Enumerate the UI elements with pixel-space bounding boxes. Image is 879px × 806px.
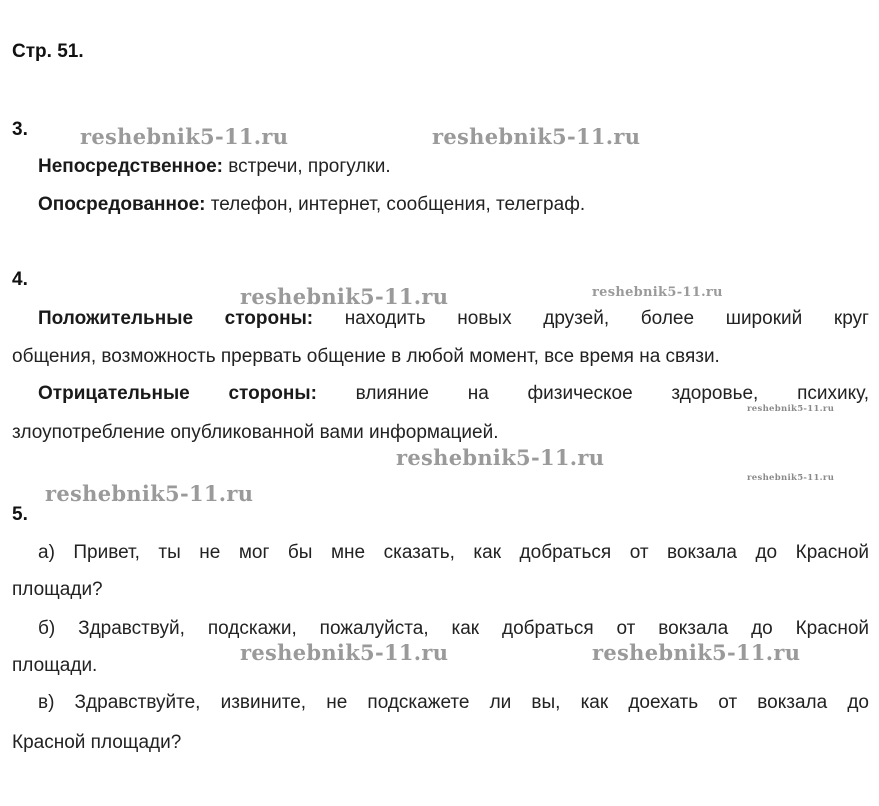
task4-positive-label: Положительные стороны: (38, 308, 314, 329)
watermark: reshebnik5-11.ru (240, 640, 449, 665)
watermark: reshebnik5-11.ru (592, 285, 723, 300)
watermark: reshebnik5-11.ru (432, 124, 641, 149)
task4-negative-text-1: влияние на физическое здоровье, психику, (316, 383, 869, 404)
task-number-5: 5. (12, 504, 28, 525)
task3-direct-text: встречи, прогулки. (223, 156, 391, 177)
watermark: reshebnik5-11.ru (45, 481, 254, 506)
task4-negative-line-2: злоупотребление опубликованной вами информацией. (12, 422, 499, 443)
watermark: reshebnik5-11.ru (592, 640, 801, 665)
task3-direct-line (38, 155, 391, 179)
task-number-3: 3. (12, 119, 28, 140)
task5-a-line-2: площади? (12, 579, 103, 600)
watermark: reshebnik5-11.ru (747, 473, 835, 483)
task5-c-line-1: в) Здравствуйте, извините, не подскажете ли вы, как доехать от вокзала до (38, 692, 869, 713)
task5-c-line-2: Красной площади? (12, 732, 182, 753)
task3-mediated-text: телефон, интернет, сообщения, телеграф. (205, 194, 586, 215)
task4-positive-text-1: находить новых друзей, более широкий круг (313, 308, 869, 329)
task3-mediated-label: Опосредованное: (38, 194, 206, 215)
watermark: reshebnik5-11.ru (240, 284, 449, 309)
task-number-4: 4. (12, 269, 28, 290)
task3-mediated-line (38, 193, 585, 217)
task5-a-line-1: а) Привет, ты не мог бы мне сказать, как добраться от вокзала до Красной (38, 542, 869, 563)
page-title: Стр. 51. (12, 41, 84, 62)
task4-positive-line-1 (38, 307, 869, 331)
task3-direct-label: Непосредственное: (38, 156, 223, 177)
watermark: reshebnik5-11.ru (396, 445, 605, 470)
task4-positive-line-2: общения, возможность прервать общение в любой момент, все время на связи. (12, 346, 720, 367)
watermark: reshebnik5-11.ru (80, 124, 289, 149)
task4-negative-label: Отрицательные стороны: (38, 383, 317, 404)
task5-b-line-1: б) Здравствуй, подскажи, пожалуйста, как добраться от вокзала до Красной (38, 618, 869, 639)
watermark: reshebnik5-11.ru (747, 404, 835, 414)
task5-b-line-2: площади. (12, 655, 98, 676)
task4-negative-line-1 (38, 382, 869, 406)
